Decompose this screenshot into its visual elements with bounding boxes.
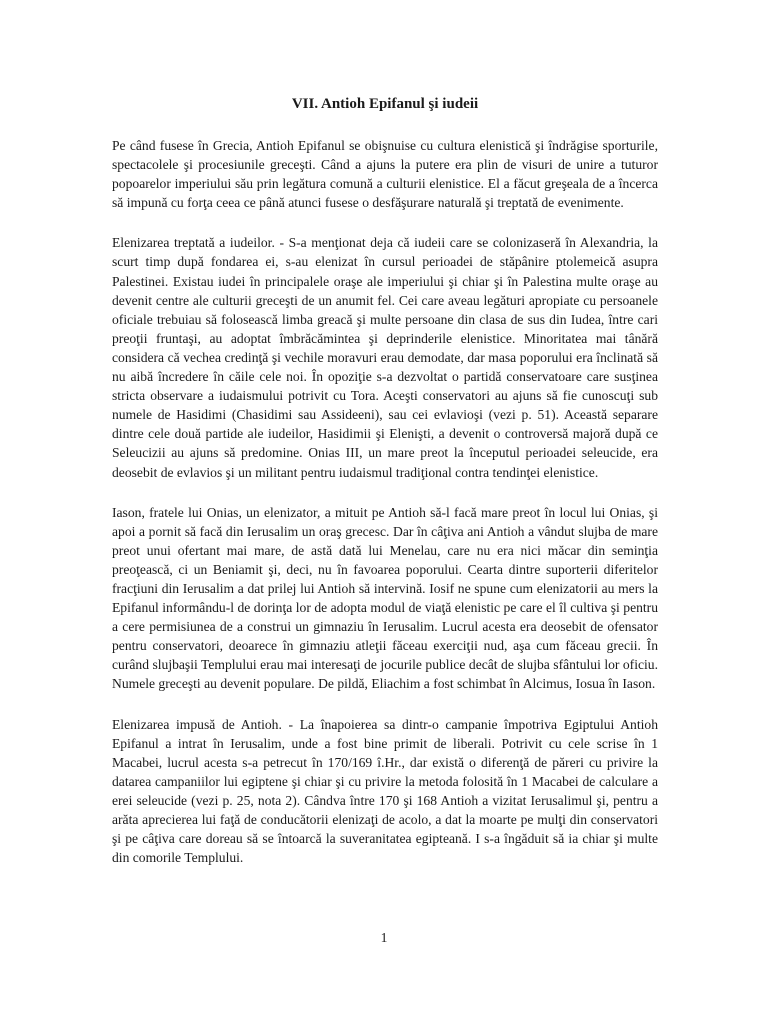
paragraph-intro: Pe când fusese în Grecia, Antioh Epifanul se obişnuise cu cultura elenistică şi îndrăgise sporturile, spectacolele şi procesiunile greceşti. Când a ajuns la putere era plin de visuri de unire a tuturor popoarelor imperiului său prin legătura comună a culturii elenistice. El a făcut greşeala de a încerca să impună cu forţa ceea ce până atunci fusese o desfăşurare naturală şi treptată de evenimente. (112, 138, 658, 211)
chapter-title: VII. Antioh Epifanul şi iudeii (291, 96, 479, 112)
document-body (112, 136, 658, 888)
page-number: 1 (380, 930, 388, 945)
paragraph-gradual-hellenization: Elenizarea treptată a iudeilor. - S-a menţionat deja că iudeii care se colonizaseră în Alexandria, la scurt timp după fondarea ei, s-au elenizat în cursul perioadei de stăpânire ptolemeică asupra Palestinei. Existau iudei în principalele oraşe ale imperiului şi chiar şi în Palestina multe oraşe au devenit centre ale culturii greceşti de un anumit fel. Cei care aveau legături apropiate cu persoanele oficiale trebuiau să folosească limba greacă şi multe persoane din clasa de sus din Iudea, între cari preoţii fruntaşi, au adoptat îmbrăcămintea şi deprinderile elenistice. Minoritatea mai tânără considera că vechea credinţă şi vechile moravuri erau demodate, dar masa poporului era înclinată să nu aibă încredere în căile cele noi. În opoziţie s-a dezvoltat o partidă conservatoare care susţinea stricta observare a iudaismului potrivit cu Tora. Aceşti conservatori au ajuns să fie cunoscuţi sub numele de Hasidimi (Chasidimi sau Assideeni), sau cei evlavioşi (vezi p. 51). Această separare dintre cele două partide ale iudeilor, Hasidimii şi Elenişti, a devenit o controversă majoră după ce Seleucizii au ajuns să predomine. Onias III, un mare preot la începutul perioadei seleucide, era deosebit de evlavios şi un militant pentru iudaismul tradiţional contra tendinţei elenistice. (112, 235, 658, 480)
paragraph-imposed-hellenization: Elenizarea impusă de Antioh. - La înapoierea sa dintr-o campanie împotriva Egiptului Antioh Epifanul a intrat în Ierusalim, unde a fost bine primit de liberali. Potrivit cu cele scrise în 1 Macabei, lucrul acesta s-a petrecut în 170/169 î.Hr., dar există o diferenţă de păreri cu privire la datarea campaniilor lui egiptene şi chiar şi cu privire la metoda folosită în 1 Macabei de calculare a erei seleucide (vezi p. 25, nota 2). Cândva între 170 şi 168 Antioh a vizitat Ierusalimul şi, pentru a arăta aprecierea lui faţă de conducătorii elenizaţi de acolo, a dat la moarte pe mulţi din conservatori şi pe câţiva care doreau să se întoarcă la suveranitatea egipteană. I s-a îngăduit să ia chiar şi multe din comorile Templului. (112, 716, 658, 866)
paragraph-iason: Iason, fratele lui Onias, un elenizator, a mituit pe Antioh să-l facă mare preot în locul lui Onias, şi apoi a pornit să facă din Ierusalim un oraş grecesc. Dar în câţiva ani Antioh a vândut slujba de mare preot unui ofertant mai mare, de astă dată lui Menelau, care nu era nici măcar din seminţia preoţească, ci un Beniamit şi, deci, nu în favoarea poporului. Cearta dintre suporterii diferitelor fracţiuni din Ierusalim a dat prilej lui Antioh să intervină. Iosif ne spune cum elenizatorii au mers la Epifanul informându-l de dorinţa lor de adopta modul de viaţă elenistic pe care el îl cultiva şi pentru a cere permisiunea de a construi un gimnaziu în Ierusalim. Lucrul acesta era deosebit de ofensator pentru conservatori, deoarece în gimnaziu atleţii făceau exerciţii nud, aşa cum făceau grecii. În curând slujbaşii Templului erau mai interesaţi de jocurile publice decât de slujba sfântului lor oficiu. Numele greceşti au devenit populare. De pildă, Eliachim a fost schimbat în Alcimus, Iosua în Iason. (112, 504, 658, 692)
